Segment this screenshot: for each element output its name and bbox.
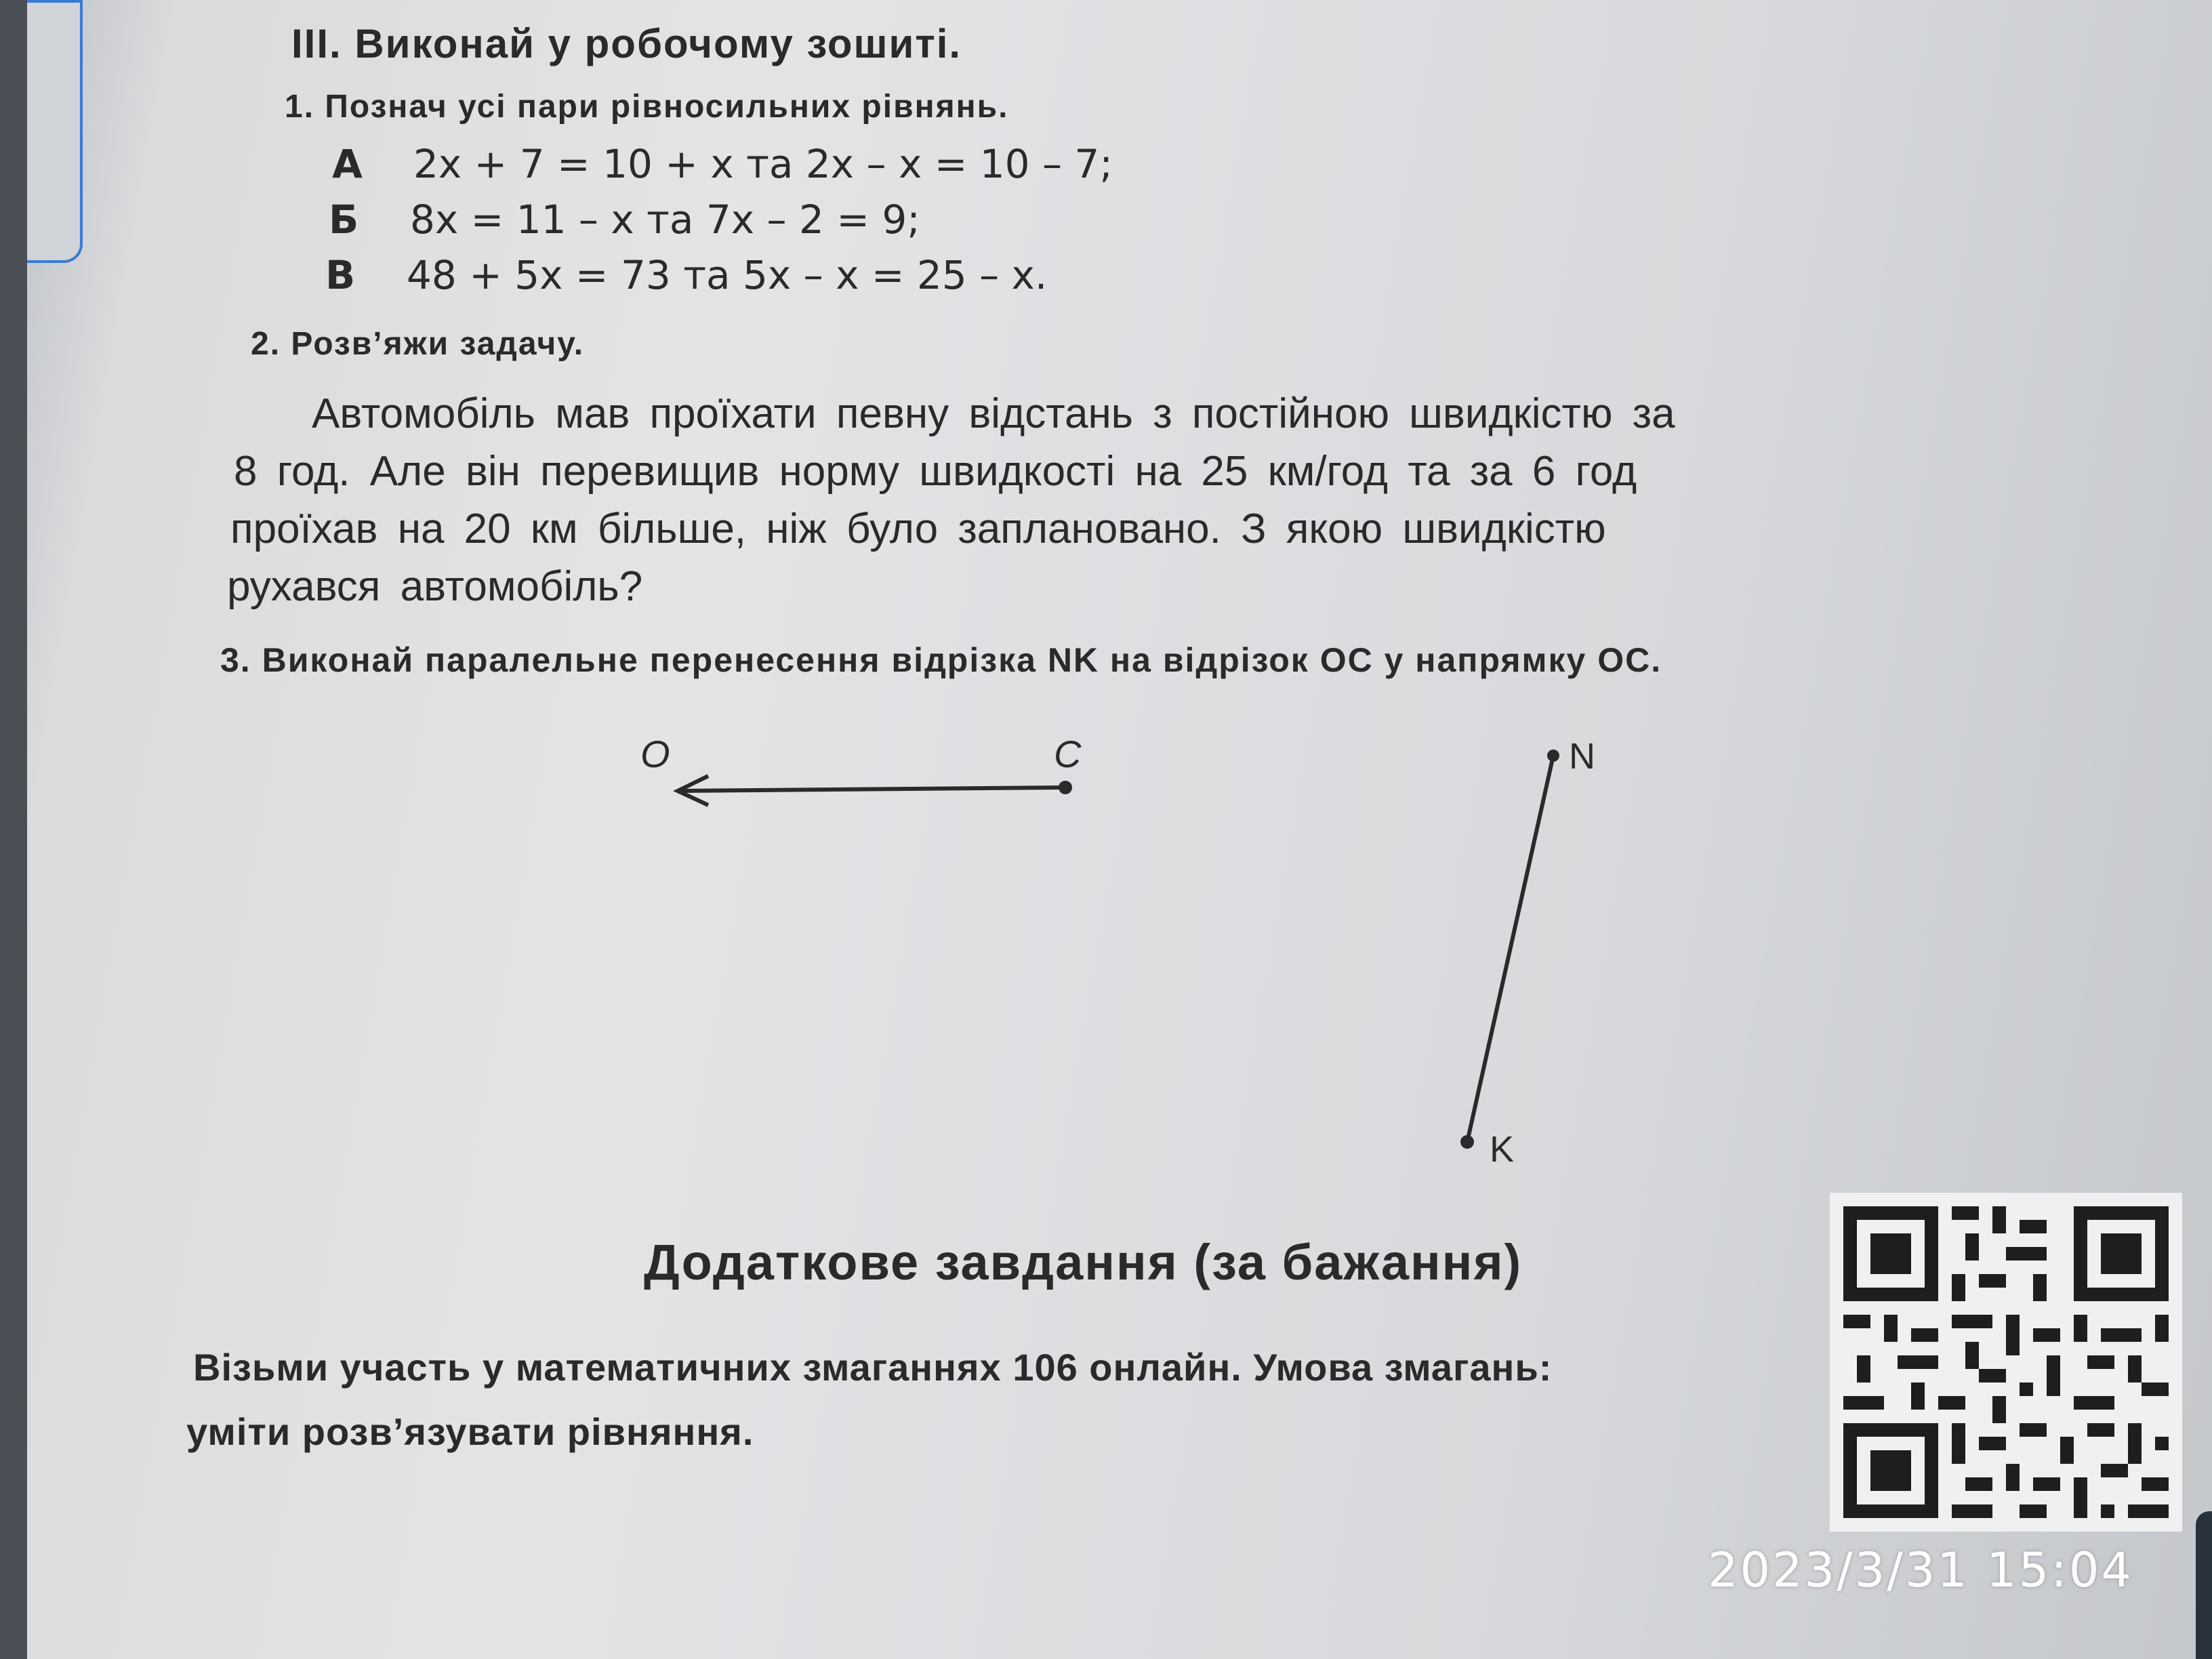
problem-line-3: проїхав на 20 км більше, ніж було заплановано. З якою швидкістю xyxy=(230,506,1606,552)
extra-task-line-2: уміти розв’язувати рівняння. xyxy=(186,1410,754,1453)
option-letter-b: Б xyxy=(329,197,359,243)
option-text-a: 2x + 7 = 10 + x та 2x – x = 10 – 7; xyxy=(413,141,1113,187)
option-letter-a: А xyxy=(332,141,363,187)
problem-line-2: 8 год. Але він перевищив норму швидкості на 25 км/год та за 6 год xyxy=(234,448,1637,495)
segment-nk xyxy=(1460,750,1559,1149)
workbook-page xyxy=(27,0,2212,1659)
extra-task-line-1: Візьми участь у математичних змаганнях 106 онлайн. Умова змагань: xyxy=(193,1346,1553,1389)
extra-task-title: Додаткове завдання (за бажання) xyxy=(644,1234,1523,1290)
option-text-c: 48 + 5x = 73 та 5x – x = 25 – x. xyxy=(407,252,1048,298)
task2-heading: 2. Розв’яжи задачу. xyxy=(251,326,585,362)
segment-oc xyxy=(678,776,1072,805)
task1-heading: 1. Познач усі пари рівносильних рівнянь. xyxy=(285,89,1009,125)
photo-timestamp: 2023/3/31 15:04 xyxy=(1708,1542,2133,1598)
qr-code xyxy=(1830,1193,2182,1532)
problem-line-1: Автомобіль мав проїхати певну відстань з постійною швидкістю за xyxy=(312,390,1675,437)
point-label-c: C xyxy=(1054,733,1082,775)
point-label-o: O xyxy=(640,733,670,775)
task3-heading: 3. Виконай паралельне перенесення відрізка NK на відрізок OC у напрямку OC. xyxy=(220,641,1662,679)
option-text-b: 8x = 11 – x та 7x – 2 = 9; xyxy=(410,197,920,243)
point-label-n: N xyxy=(1569,736,1595,777)
device-edge xyxy=(2196,1511,2212,1659)
option-letter-c: В xyxy=(325,252,356,298)
problem-line-4: рухався автомобіль? xyxy=(227,563,643,610)
qr-code-pattern xyxy=(1830,1193,2182,1532)
section-title: III. Виконай у робочому зошиті. xyxy=(291,21,962,66)
point-label-k: K xyxy=(1490,1129,1515,1170)
